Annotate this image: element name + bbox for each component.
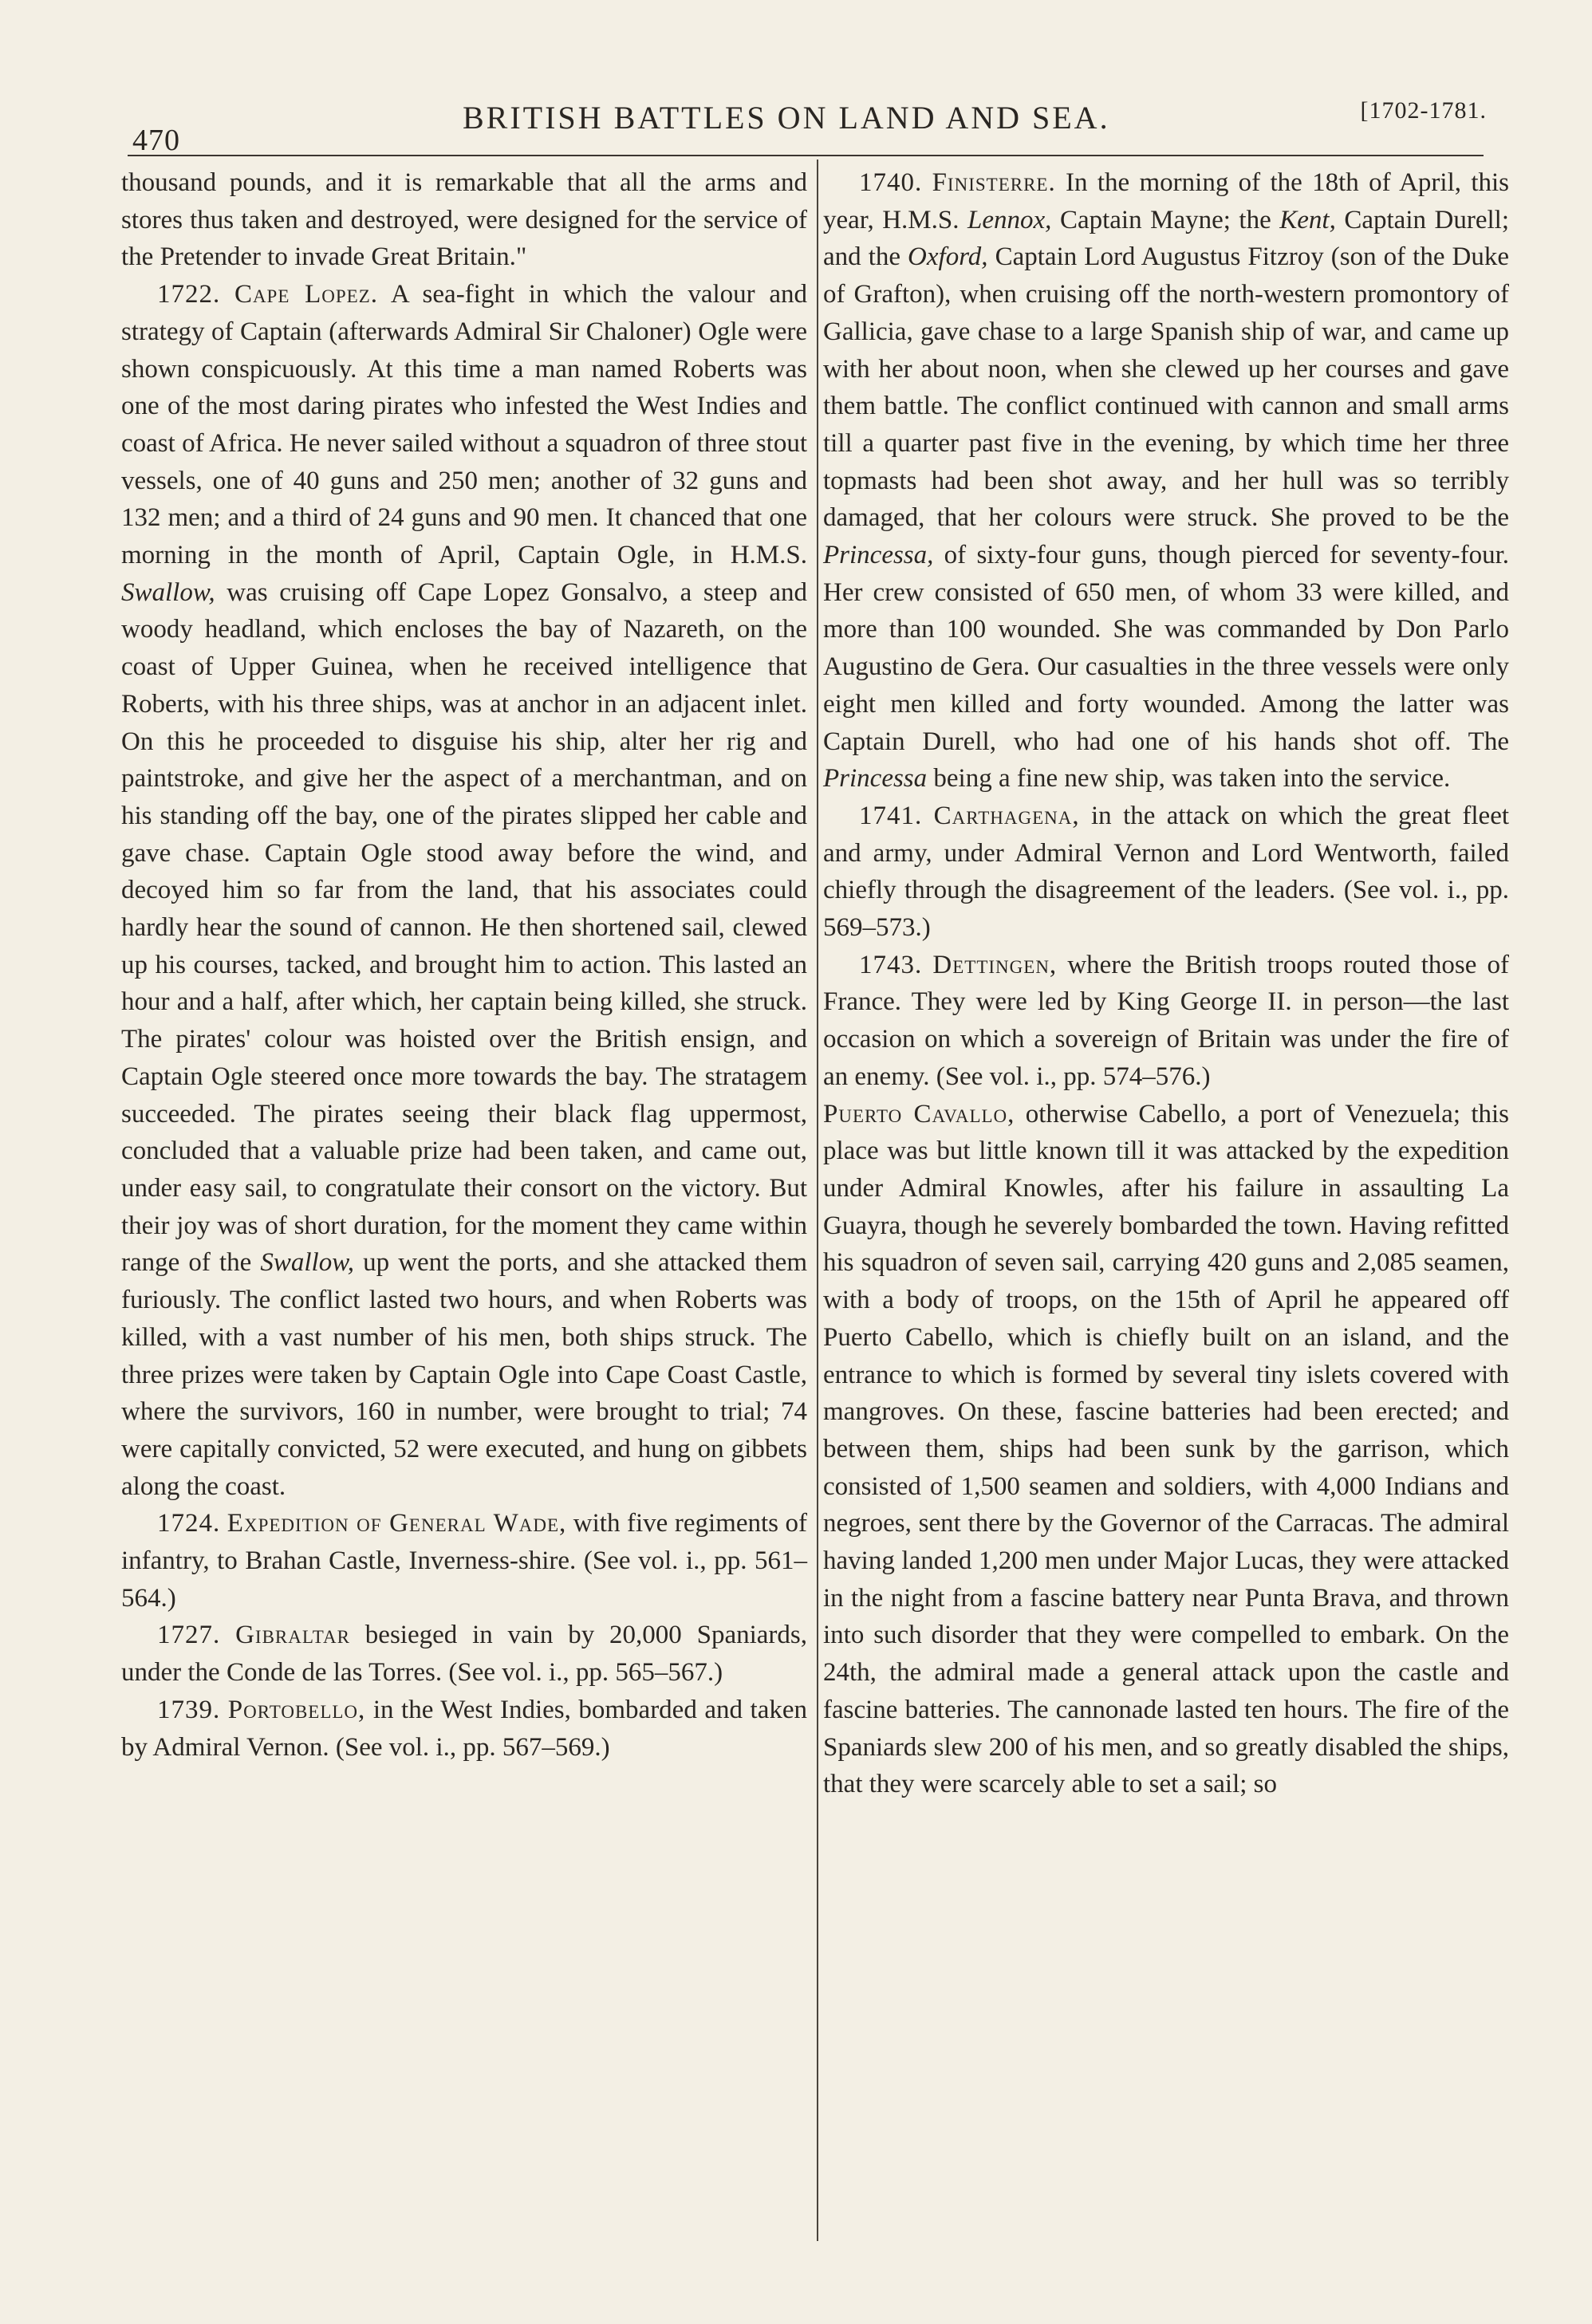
- entry-heading: Cape Lopez.: [234, 280, 378, 309]
- right-column: [823, 164, 1509, 1803]
- entry-heading: Expedition of General Wade,: [227, 1509, 567, 1538]
- entry-cape-lopez: [121, 276, 807, 1505]
- entry-heading: Finisterre.: [932, 168, 1056, 197]
- entry-text: up went the ports, and she attacked them furiously. The conflict lasted two hours, and when Roberts was killed, with a vast number of his men, both ships struck. The three prizes were taken by Captain Ogle into Cape Coast Castle, where the survivors, 160 in number, were brought to trial; 74 were capitally convicted, 52 were executed, and hung on gibbets along the coast.: [121, 1248, 807, 1501]
- ship-name: Princessa,: [823, 541, 934, 570]
- entry-year: 1722.: [157, 280, 221, 309]
- entry-carthagena: [823, 798, 1509, 947]
- entry-heading: Carthagena,: [933, 801, 1080, 830]
- entry-dettingen: [823, 947, 1509, 1096]
- entry-text: in the West Indies, bombarded and taken by Admiral Vernon. (See vol. i., pp. 567–569.): [121, 1695, 807, 1762]
- entry-text: was cruising off Cape Lopez Gonsalvo, a steep and woody headland, which encloses the bay of Nazareth, on the coast of Upper Guinea, when he received intelligence that Roberts, with his three ships, was at anchor in an adjacent inlet. On this he proceeded to disguise his ship, alter her rig and paintstroke, and give her the aspect of a merchantman, and on his standing off the bay, one of the pirates slipped her cable and gave chase. Captain Ogle stood away before the wind, and decoyed him so far from the land, that his associates could hardly hear the sound of cannon. He then shortened sail, clewed up his courses, tacked, and brought him to action. This lasted an hour and a half, after which, her captain being killed, she struck. The pirates' colour was hoisted over the British ensign, and Captain Ogle steered once more towards the bay. The stratagem succeeded. The pirates seeing their black flag uppermost, concluded that a valuable prize had been taken, and came out, under easy sail, to congratulate their consort on the victory. But their joy was of short duration, for the moment they came within range of the: [121, 577, 807, 1278]
- entry-year: 1743.: [859, 950, 923, 979]
- entry-gibraltar: [121, 1617, 807, 1691]
- paragraph-text: thousand pounds, and it is remarkable that all the arms and stores thus taken and destroyed, were designed for the service of the Pretender to invade Great Britain.": [121, 168, 807, 272]
- entry-year: 1739.: [157, 1695, 221, 1724]
- ship-name: Lennox,: [967, 205, 1052, 234]
- column-divider: [817, 160, 818, 2241]
- ship-name: Swallow,: [121, 577, 215, 607]
- entry-heading: Portobello,: [227, 1695, 366, 1724]
- entry-finisterre: [823, 164, 1509, 798]
- entry-text: Captain Lord Augustus Fitzroy (son of the Duke of Grafton), when cruising off the north-western promontory of Gallicia, gave chase to a large Spanish ship of war, and came up with her about noon, when she clewed up her courses and gave them battle. The conflict continued with cannon and small arms till a quarter past five in the evening, by which time her three topmasts had been shot away, and her hull was so terribly damaged, that her colours were struck. She proved to be the: [823, 242, 1509, 533]
- entry-text: where the British troops routed those of France. They were led by King George II. in person—the last occasion on which a sovereign of Britain was under the fire of an enemy. (See vol. i., pp. 574–576.): [823, 950, 1509, 1091]
- page-number: 470: [132, 124, 180, 157]
- entry-heading: Dettingen,: [932, 950, 1058, 979]
- page-header: [120, 88, 1492, 157]
- ship-name: Princessa: [823, 764, 928, 794]
- ship-name: Oxford,: [908, 242, 988, 272]
- entry-text: otherwise Cabello, a port of Venezuela; this place was but little known till it was attacked by the expedition under Admiral Knowles, after his failure in assaulting La Guayra, though he severely bombarded the town. Having refitted his squadron of seven sail, carrying 420 guns and 2,085 seamen, with a body of troops, on the 15th of April he appeared off Puerto Cabello, which is chiefly built on an island, and the entrance to which is formed by several tiny islets covered with mangroves. On these, fascine batteries had been erected; and between them, ships had been sunk by the garrison, which consisted of 1,500 seamen and soldiers, with 4,000 Indians and negroes, sent there by the Governor of the Carracas. The admiral having landed 1,200 men under Major Lucas, they were attacked in the night from a fascine battery near Punta Brava, and thrown into such disorder that they were compelled to embark. On the 24th, the admiral made a general attack upon the castle and fascine batteries. The cannonade lasted ten hours. The fire of the Spaniards slew 200 of his men, and so greatly disabled the ships, that they were scarcely able to set a sail; so: [823, 1099, 1509, 1799]
- header-rule: [128, 155, 1484, 156]
- ship-name: Swallow,: [260, 1248, 355, 1278]
- date-range: [1702-1781.: [1360, 97, 1487, 124]
- entry-text: being a fine new ship, was taken into the service.: [927, 764, 1451, 794]
- entry-text: with five regiments of infantry, to Brahan Castle, Inverness-shire. (See vol. i., pp. 561–564.): [121, 1509, 808, 1613]
- entry-text: Captain Durell; and the: [823, 205, 1509, 272]
- entry-year: 1727.: [157, 1621, 221, 1650]
- entry-heading: Puerto Cavallo,: [823, 1099, 1015, 1129]
- entry-puerto-cavallo: [823, 1096, 1509, 1803]
- ship-name: Kent,: [1279, 205, 1336, 234]
- entry-text: of sixty-four guns, though pierced for seventy-four. Her crew consisted of 650 men, of whom 33 were killed, and more than 100 wounded. She was commanded by Don Parlo Augustino de Gera. Our casualties in the three vessels were only eight men killed and forty wounded. Among the latter was Captain Durell, who had one of his hands shot off. The: [823, 541, 1509, 756]
- entry-heading: Gibraltar: [235, 1621, 350, 1650]
- running-title: BRITISH BATTLES ON LAND AND SEA.: [463, 100, 1110, 136]
- left-column: [121, 164, 807, 1766]
- entry-text: in the attack on which the great fleet and army, under Admiral Vernon and Lord Wentworth, failed chiefly through the disagreement of the leaders. (See vol. i., pp. 569–573.): [823, 801, 1510, 943]
- entry-text: A sea-fight in which the valour and strategy of Captain (afterwards Admiral Sir Chaloner) Ogle were shown conspicuously. At this time a man named Roberts was one of the most daring pirates who infested the West Indies and coast of Africa. He never sailed without a squadron of three stout vessels, one of 40 guns and 250 men; another of 32 guns and 132 men; and a third of 24 guns and 90 men. It chanced that one morning in the month of April, Captain Ogle, in H.M.S.: [121, 280, 808, 570]
- entry-text: besieged in vain by 20,000 Spaniards, under the Conde de las Torres. (See vol. i., pp. 565–567.): [121, 1621, 807, 1688]
- entry-portobello: [121, 1692, 807, 1766]
- entry-year: 1741.: [859, 801, 923, 830]
- entry-year: 1740.: [859, 168, 923, 197]
- entry-expedition-general-wade: [121, 1505, 807, 1617]
- paragraph-continuation: [121, 164, 807, 276]
- entry-year: 1724.: [157, 1509, 221, 1538]
- entry-text: Captain Mayne; the: [1051, 205, 1280, 234]
- entry-text: In the morning of the 18th of April, this year, H.M.S.: [823, 168, 1510, 234]
